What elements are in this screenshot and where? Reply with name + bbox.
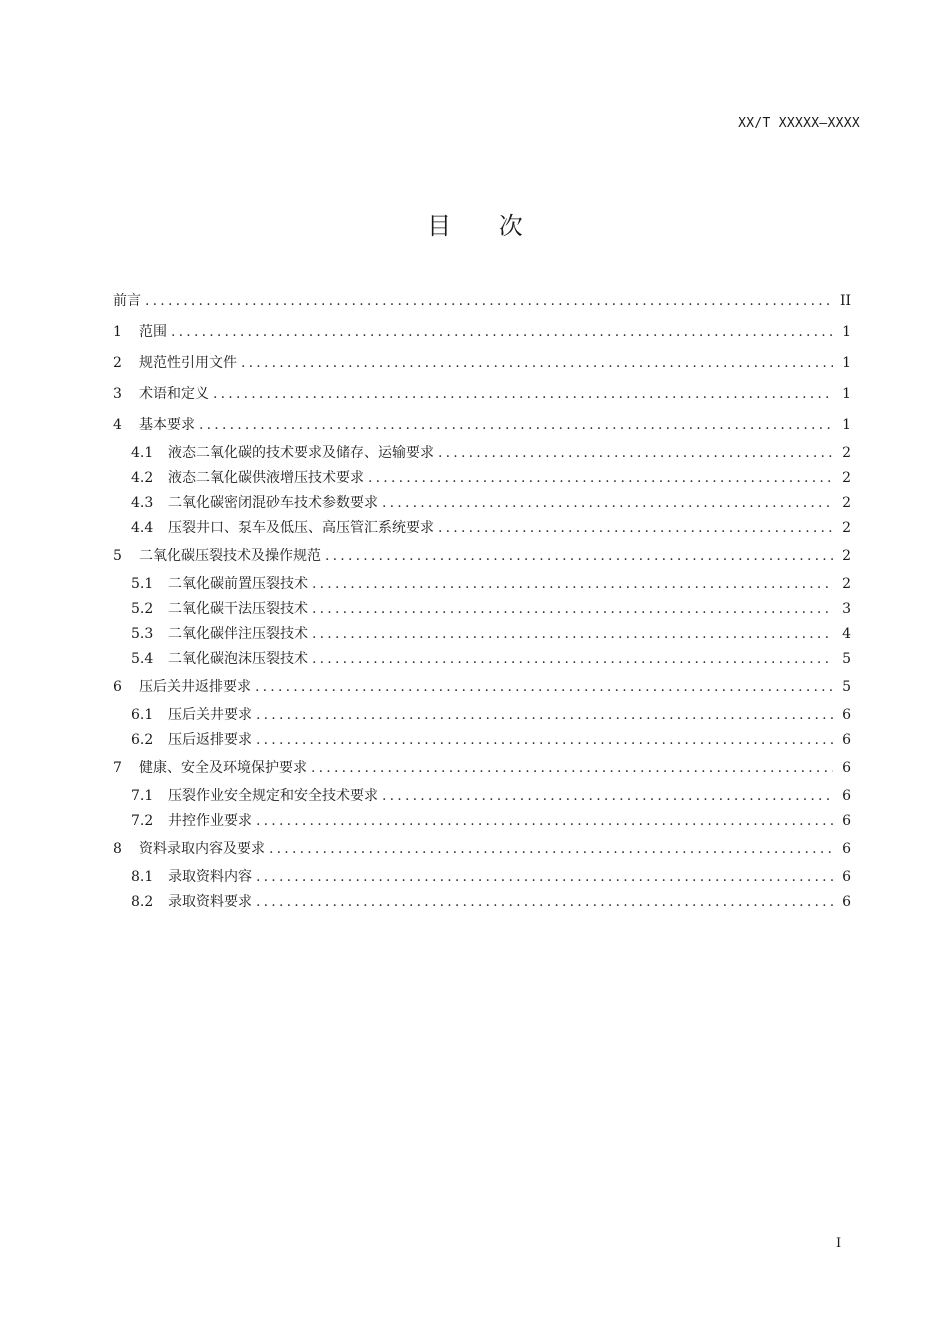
toc-entry-label: 压裂作业安全规定和安全技术要求 xyxy=(168,788,378,804)
toc-entry[interactable] xyxy=(113,410,851,441)
toc-entry[interactable] xyxy=(113,865,851,890)
toc-entry-number: 8 xyxy=(113,841,122,857)
toc-entry-number: 6.1 xyxy=(131,707,154,723)
toc-entry-label: 二氧化碳压裂技术及操作规范 xyxy=(139,548,321,564)
dot-leader xyxy=(438,516,833,541)
toc-entry-label: 压后返排要求 xyxy=(168,732,252,748)
dot-leader xyxy=(256,703,833,728)
toc-entry-label: 压裂井口、泵车及低压、高压管汇系统要求 xyxy=(168,520,434,536)
dot-leader xyxy=(312,622,833,647)
toc-entry-number: 8.2 xyxy=(131,894,154,910)
toc-entry-number: 5.1 xyxy=(131,576,154,592)
dot-leader xyxy=(199,410,833,441)
dot-leader xyxy=(312,647,833,672)
toc-entry-label: 录取资料要求 xyxy=(168,894,252,910)
toc-entry-number: 6.2 xyxy=(131,732,154,748)
toc-entry-label: 二氧化碳密闭混砂车技术参数要求 xyxy=(168,495,378,511)
toc-entry-page: 5 xyxy=(842,651,851,667)
toc-entry[interactable] xyxy=(113,890,851,915)
toc-entry-label: 二氧化碳泡沫压裂技术 xyxy=(168,651,308,667)
toc-entry[interactable] xyxy=(113,348,851,379)
toc-entry-page: 1 xyxy=(842,417,851,433)
toc-entry[interactable] xyxy=(113,317,851,348)
toc-entry-number: 4 xyxy=(113,417,122,433)
toc-entry[interactable] xyxy=(113,703,851,728)
toc-entry-number: 8.1 xyxy=(131,869,154,885)
toc-entry-number: 5 xyxy=(113,548,122,564)
toc-entry[interactable] xyxy=(113,466,851,491)
toc-entry-page: 6 xyxy=(842,760,851,776)
toc-entry-label: 范围 xyxy=(139,324,167,340)
toc-entry-page: II xyxy=(839,293,851,309)
dot-leader xyxy=(256,728,833,753)
toc-entry-label: 前言 xyxy=(113,293,141,309)
dot-leader xyxy=(311,753,833,784)
dot-leader xyxy=(256,809,833,834)
toc-entry[interactable] xyxy=(113,597,851,622)
toc-entry-page: 2 xyxy=(842,495,851,511)
toc-entry-label: 术语和定义 xyxy=(139,386,209,402)
toc-entry-label: 二氧化碳前置压裂技术 xyxy=(168,576,308,592)
toc-entry-page: 2 xyxy=(842,470,851,486)
toc-entry-label: 液态二氧化碳的技术要求及储存、运输要求 xyxy=(168,445,434,461)
toc-entry[interactable] xyxy=(113,622,851,647)
toc-entry-page: 6 xyxy=(842,732,851,748)
toc-entry[interactable] xyxy=(113,441,851,466)
toc-entry-number: 2 xyxy=(113,355,122,371)
toc-entry[interactable] xyxy=(113,647,851,672)
toc-entry-number: 4.1 xyxy=(131,445,154,461)
toc-entry[interactable] xyxy=(113,672,851,703)
page-title: 目 次 xyxy=(427,212,543,240)
toc-entry-page: 2 xyxy=(842,445,851,461)
dot-leader xyxy=(382,784,833,809)
toc-entry-number: 7.2 xyxy=(131,813,154,829)
toc-entry-number: 5.2 xyxy=(131,601,154,617)
toc-entry-page: 4 xyxy=(842,626,851,642)
toc-entry-page: 1 xyxy=(842,324,851,340)
dot-leader xyxy=(171,317,833,348)
toc-entry-page: 1 xyxy=(842,386,851,402)
toc-entry[interactable] xyxy=(113,753,851,784)
toc-entry-page: 5 xyxy=(842,679,851,695)
toc-entry[interactable] xyxy=(113,491,851,516)
toc-entry-number: 4.4 xyxy=(131,520,154,536)
page-number: I xyxy=(836,1236,842,1251)
toc-entry-page: 6 xyxy=(842,894,851,910)
dot-leader xyxy=(256,890,833,915)
document-code: XX/T XXXXX—XXXX xyxy=(738,116,860,131)
dot-leader xyxy=(269,834,833,865)
toc-entry[interactable] xyxy=(113,728,851,753)
toc-entry-page: 6 xyxy=(842,707,851,723)
toc-entry-label: 二氧化碳干法压裂技术 xyxy=(168,601,308,617)
dot-leader xyxy=(368,466,833,491)
toc-entry-label: 压后关井返排要求 xyxy=(139,679,251,695)
toc-entry-label: 资料录取内容及要求 xyxy=(139,841,265,857)
dot-leader xyxy=(145,286,833,317)
toc-entry[interactable] xyxy=(113,784,851,809)
dot-leader xyxy=(382,491,833,516)
toc-entry-page: 2 xyxy=(842,576,851,592)
toc-entry-label: 健康、安全及环境保护要求 xyxy=(139,760,307,776)
toc-entry-number: 1 xyxy=(113,324,122,340)
dot-leader xyxy=(241,348,833,379)
toc-entry-label: 规范性引用文件 xyxy=(139,355,237,371)
toc-entry-label: 录取资料内容 xyxy=(168,869,252,885)
toc-entry[interactable] xyxy=(113,379,851,410)
table-of-contents xyxy=(113,286,851,915)
dot-leader xyxy=(256,865,833,890)
toc-entry-page: 1 xyxy=(842,355,851,371)
toc-entry[interactable] xyxy=(113,286,851,317)
toc-entry-number: 3 xyxy=(113,386,122,402)
toc-entry-number: 4.2 xyxy=(131,470,154,486)
toc-entry-label: 基本要求 xyxy=(139,417,195,433)
dot-leader xyxy=(325,541,833,572)
toc-entry[interactable] xyxy=(113,572,851,597)
toc-entry-label: 压后关井要求 xyxy=(168,707,252,723)
toc-entry-number: 7.1 xyxy=(131,788,154,804)
toc-entry-page: 2 xyxy=(842,520,851,536)
toc-entry-number: 4.3 xyxy=(131,495,154,511)
toc-entry-page: 6 xyxy=(842,813,851,829)
toc-entry-label: 二氧化碳伴注压裂技术 xyxy=(168,626,308,642)
dot-leader xyxy=(312,597,833,622)
toc-entry-page: 6 xyxy=(842,841,851,857)
toc-entry-page: 2 xyxy=(842,548,851,564)
toc-entry-page: 6 xyxy=(842,788,851,804)
toc-entry-page: 3 xyxy=(842,601,851,617)
toc-entry-page: 6 xyxy=(842,869,851,885)
toc-entry[interactable] xyxy=(113,541,851,572)
dot-leader xyxy=(312,572,833,597)
toc-entry-number: 7 xyxy=(113,760,122,776)
dot-leader xyxy=(255,672,833,703)
toc-entry-label: 井控作业要求 xyxy=(168,813,252,829)
toc-entry[interactable] xyxy=(113,516,851,541)
dot-leader xyxy=(213,379,833,410)
toc-entry-number: 6 xyxy=(113,679,122,695)
toc-entry-number: 5.4 xyxy=(131,651,154,667)
toc-entry-label: 液态二氧化碳供液增压技术要求 xyxy=(168,470,364,486)
toc-entry[interactable] xyxy=(113,809,851,834)
dot-leader xyxy=(438,441,833,466)
toc-entry[interactable] xyxy=(113,834,851,865)
toc-entry-number: 5.3 xyxy=(131,626,154,642)
